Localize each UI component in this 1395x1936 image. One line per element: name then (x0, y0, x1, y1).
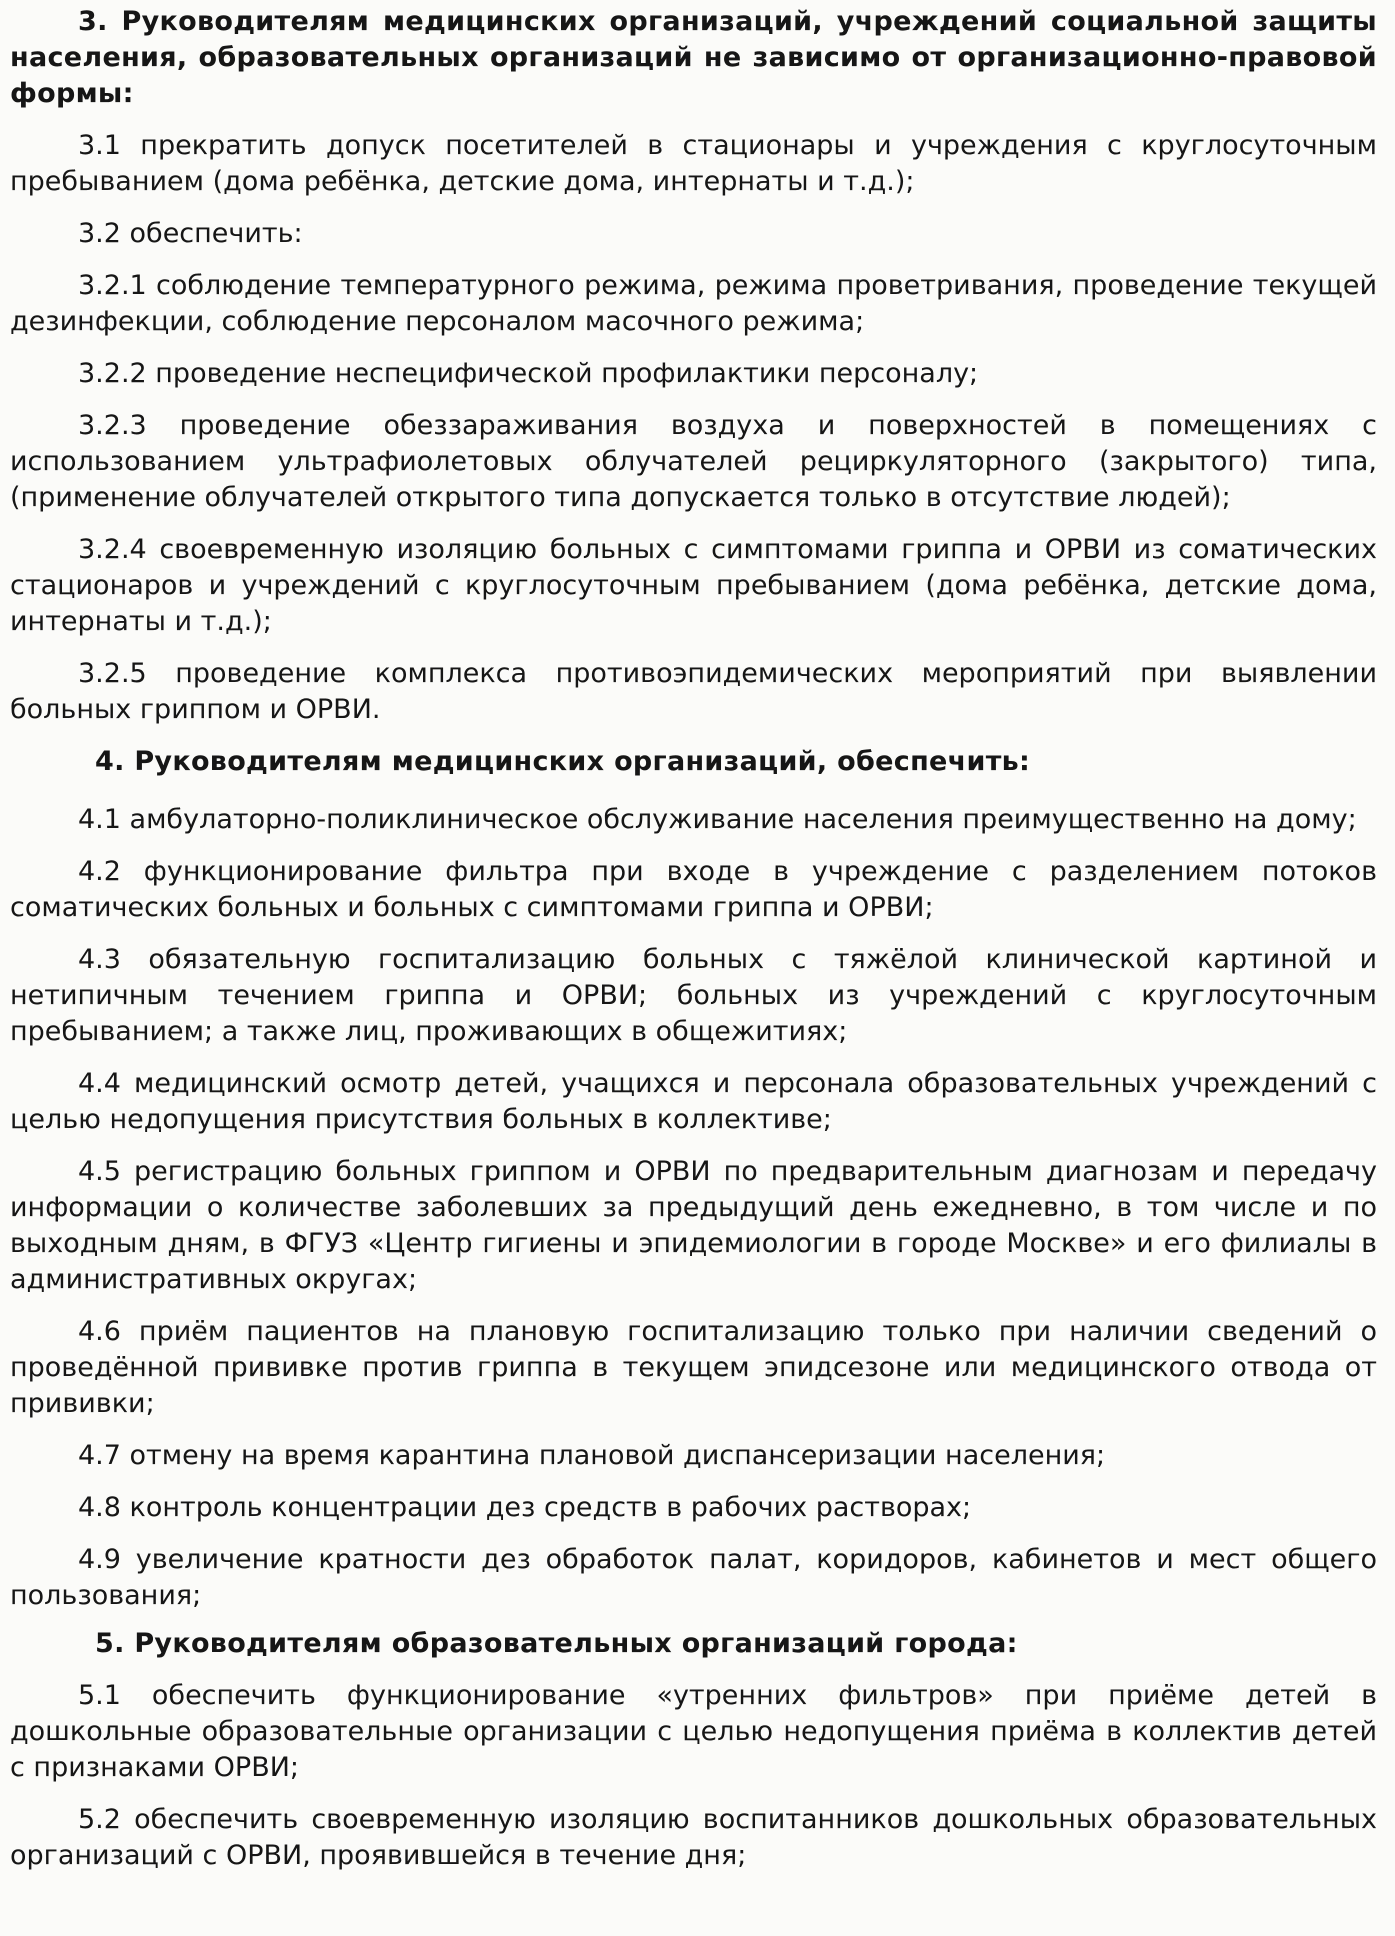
item-3-2-4: 3.2.4 своевременную изоляцию больных с симптомами гриппа и ОРВИ из соматических стационаров и учреждений с круглосуточным пребыванием (дома ребёнка, детские дома, интернаты и т.д.); (10, 534, 1377, 637)
item-4-1: 4.1 амбулаторно-поликлиническое обслуживание населения преимущественно на дому; (78, 804, 1357, 835)
item-3-2-2: 3.2.2 проведение неспецифической профилактики персоналу; (78, 358, 979, 389)
item-4-2: 4.2 функционирование фильтра при входе в учреждение с разделением потоков соматических больных и больных с симптомами гриппа и ОРВИ; (10, 856, 1377, 923)
item-4-6: 4.6 приём пациентов на плановую госпитализацию только при наличии сведений о проведённой прививке против гриппа в текущем эпидсезоне или медицинского отвода от прививки; (10, 1316, 1377, 1419)
item-3-2: 3.2 обеспечить: (78, 218, 303, 249)
item-5-2: 5.2 обеспечить своевременную изоляцию воспитанников дошкольных образовательных организаций с ОРВИ, проявившейся в течение дня; (10, 1804, 1377, 1871)
item-4-7: 4.7 отмену на время карантина плановой диспансеризации населения; (78, 1440, 1106, 1471)
item-4-9: 4.9 увеличение кратности дез обработок палат, коридоров, кабинетов и мест общего пользования; (10, 1544, 1377, 1611)
item-4-4: 4.4 медицинский осмотр детей, учащихся и персонала образовательных учреждений с целью недопущения присутствия больных в коллективе; (10, 1068, 1377, 1135)
item-4-3: 4.3 обязательную госпитализацию больных с тяжёлой клинической картиной и нетипичным течением гриппа и ОРВИ; больных из учреждений с круглосуточным пребыванием; а также лиц, проживающих в общежитиях; (10, 944, 1377, 1047)
item-3-2-3: 3.2.3 проведение обеззараживания воздуха и поверхностей в помещениях с использованием ультрафиолетовых облучателей рециркуляторного (закрытого) типа, (применение облучателей открытого типа допускается только в отсутствие людей); (10, 410, 1377, 513)
section-5-heading: 5. Руководителям образовательных организаций города: (95, 1628, 1018, 1659)
item-5-1: 5.1 обеспечить функционирование «утренних фильтров» при приёме детей в дошкольные образовательные организации с целью недопущения приёма в коллектив детей с признаками ОРВИ; (10, 1680, 1377, 1783)
section-3-heading: 3. Руководителям медицинских организаций, учреждений социальной защиты населения, образовательных организаций не зависимо от организационно-правовой формы: (10, 6, 1377, 109)
item-4-5: 4.5 регистрацию больных гриппом и ОРВИ по предварительным диагнозам и передачу информации о количестве заболевших за предыдущий день ежедневно, в том числе и по выходным дням, в ФГУЗ «Центр гигиены и эпидемиологии в городе Москве» и его филиалы в административных округах; (10, 1156, 1377, 1295)
item-3-2-1: 3.2.1 соблюдение температурного режима, режима проветривания, проведение текущей дезинфекции, соблюдение персоналом масочного режима; (10, 270, 1377, 337)
item-4-8: 4.8 контроль концентрации дез средств в рабочих растворах; (78, 1492, 972, 1523)
item-3-2-5: 3.2.5 проведение комплекса противоэпидемических мероприятий при выявлении больных гриппом и ОРВИ. (10, 658, 1377, 725)
item-3-1: 3.1 прекратить допуск посетителей в стационары и учреждения с круглосуточным пребыванием (дома ребёнка, детские дома, интернаты и т.д.); (10, 130, 1377, 197)
section-4-heading: 4. Руководителям медицинских организаций, обеспечить: (95, 746, 1031, 777)
